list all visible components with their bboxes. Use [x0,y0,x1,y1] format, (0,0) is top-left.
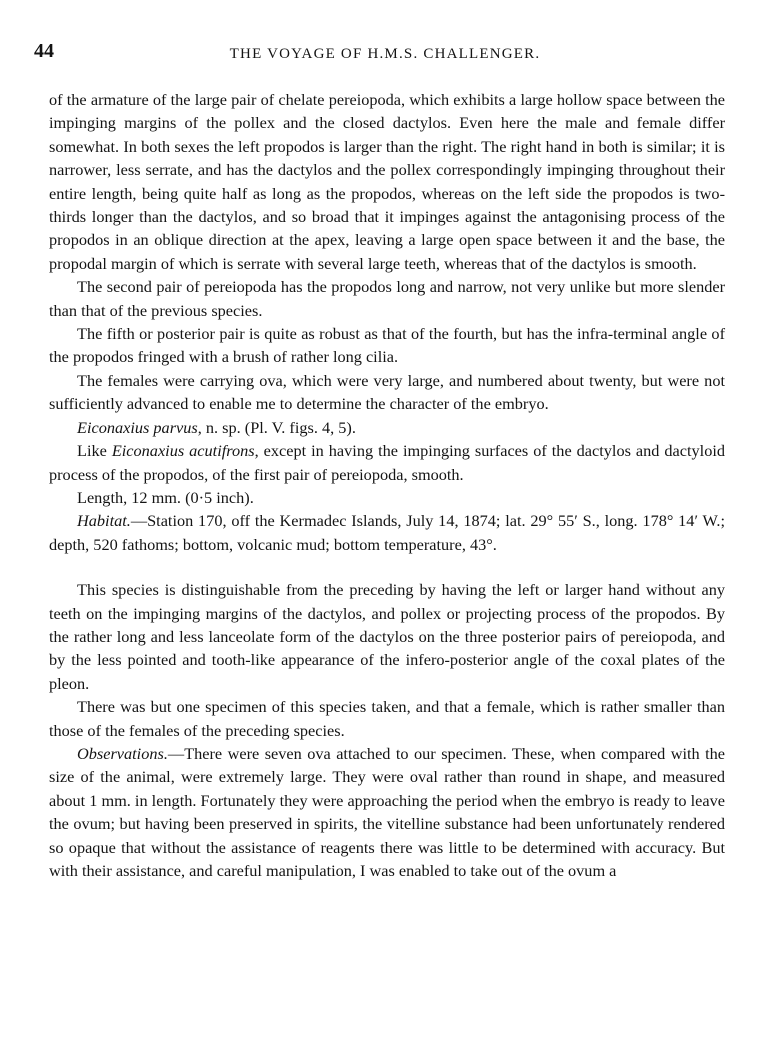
description-like-species: Eiconaxius acutifrons [111,441,255,461]
description-like-prefix: Like [77,441,112,461]
species-name: Eiconaxius parvus [77,417,198,437]
paragraph-distinguishable: This species is distinguishable from the preceding by having the left or larger hand without any teeth on the impinging margins of the dactylos, and pollex or projecting process of the propodos. By the rather long and less lanceolate form of the dactylos on the three posterior pairs of pereiopoda, and by the less pointed and tooth-like appearance of the infero-posterior angle of the coxal plates of the pleon. [49,580,725,693]
paragraph-habitat [49,509,725,556]
paragraph-observations [49,742,725,882]
paragraph-length: Length, 12 mm. (0·5 inch). [77,487,254,507]
habitat-text: —Station 170, off the Kermadec Islands, July 14, 1874; lat. 29° 55′ S., long. 178° 14′ W.; depth, 520 fathoms; bottom, volcanic mud; bottom temperature, 43°. [49,511,725,554]
species-heading [49,416,725,439]
page-number: 44 [34,40,54,62]
paragraph-description [49,439,725,486]
page-header [34,40,736,68]
paragraph-second-pair: The second pair of pereiopoda has the propodos long and narrow, not very unlike but more slender than that of the previous species. [49,277,725,320]
paragraph-one-specimen: There was but one specimen of this species taken, and that a female, which is rather smaller than those of the females of the preceding species. [49,697,725,740]
running-title: THE VOYAGE OF H.M.S. CHALLENGER. [229,46,541,62]
description-like-rest: , except in having the impinging surfaces of the dactylos and dactyloid process of the propodos, of the first pair of pereiopoda, smooth. [49,441,725,484]
habitat-label: Habitat. [77,511,131,531]
observations-label: Observations. [77,743,168,763]
body-text [49,88,725,882]
paragraph-females-ova: The females were carrying ova, which were very large, and numbered about twenty, but were not sufficiently advanced to enable me to determine the character of the embryo. [49,370,725,414]
paragraph-fifth-pair: The fifth or posterior pair is quite as robust as that of the fourth, but has the infra-terminal angle of the propodos fringed with a brush of rather long cilia. [49,324,725,367]
observations-text: —There were seven ova attached to our specimen. These, when compared with the size of the animal, were extremely large. They were oval rather than round in shape, and measured about 1 mm. in length. Fortunately they were approaching the period when the embryo is ready to leave the ovum; but having been preserved in spirits, the vitelline substance had been unfortunately rendered so opaque that without the assistance of reagents there was little to be determined with accuracy. But with their assistance, and careful manipulation, I was enabled to take out of the ovum a [49,743,725,880]
paragraph-armature: of the armature of the large pair of chelate pereiopoda, which exhibits a large hollow space between the impinging margins of the pollex and the closed dactylos. Even here the male and female differ somewhat. In both sexes the left propodos is larger than the right. The right hand in both is similar; it is narrower, less serrate, and has the dactylos and the pollex correspondingly impinging throughout their entire length, being quite half as long as the propodos, whereas on the left side the propodos is two-thirds longer than the dactylos, and so broad that it impinges against the antagonising process of the propodos in an oblique direction at the apex, leaving a large open space between it and the base, the propodal margin of which is serrate with several large teeth, whereas that of the dactylos is smooth. [49,90,725,273]
species-heading-suffix: , n. sp. (Pl. V. figs. 4, 5). [197,417,356,437]
